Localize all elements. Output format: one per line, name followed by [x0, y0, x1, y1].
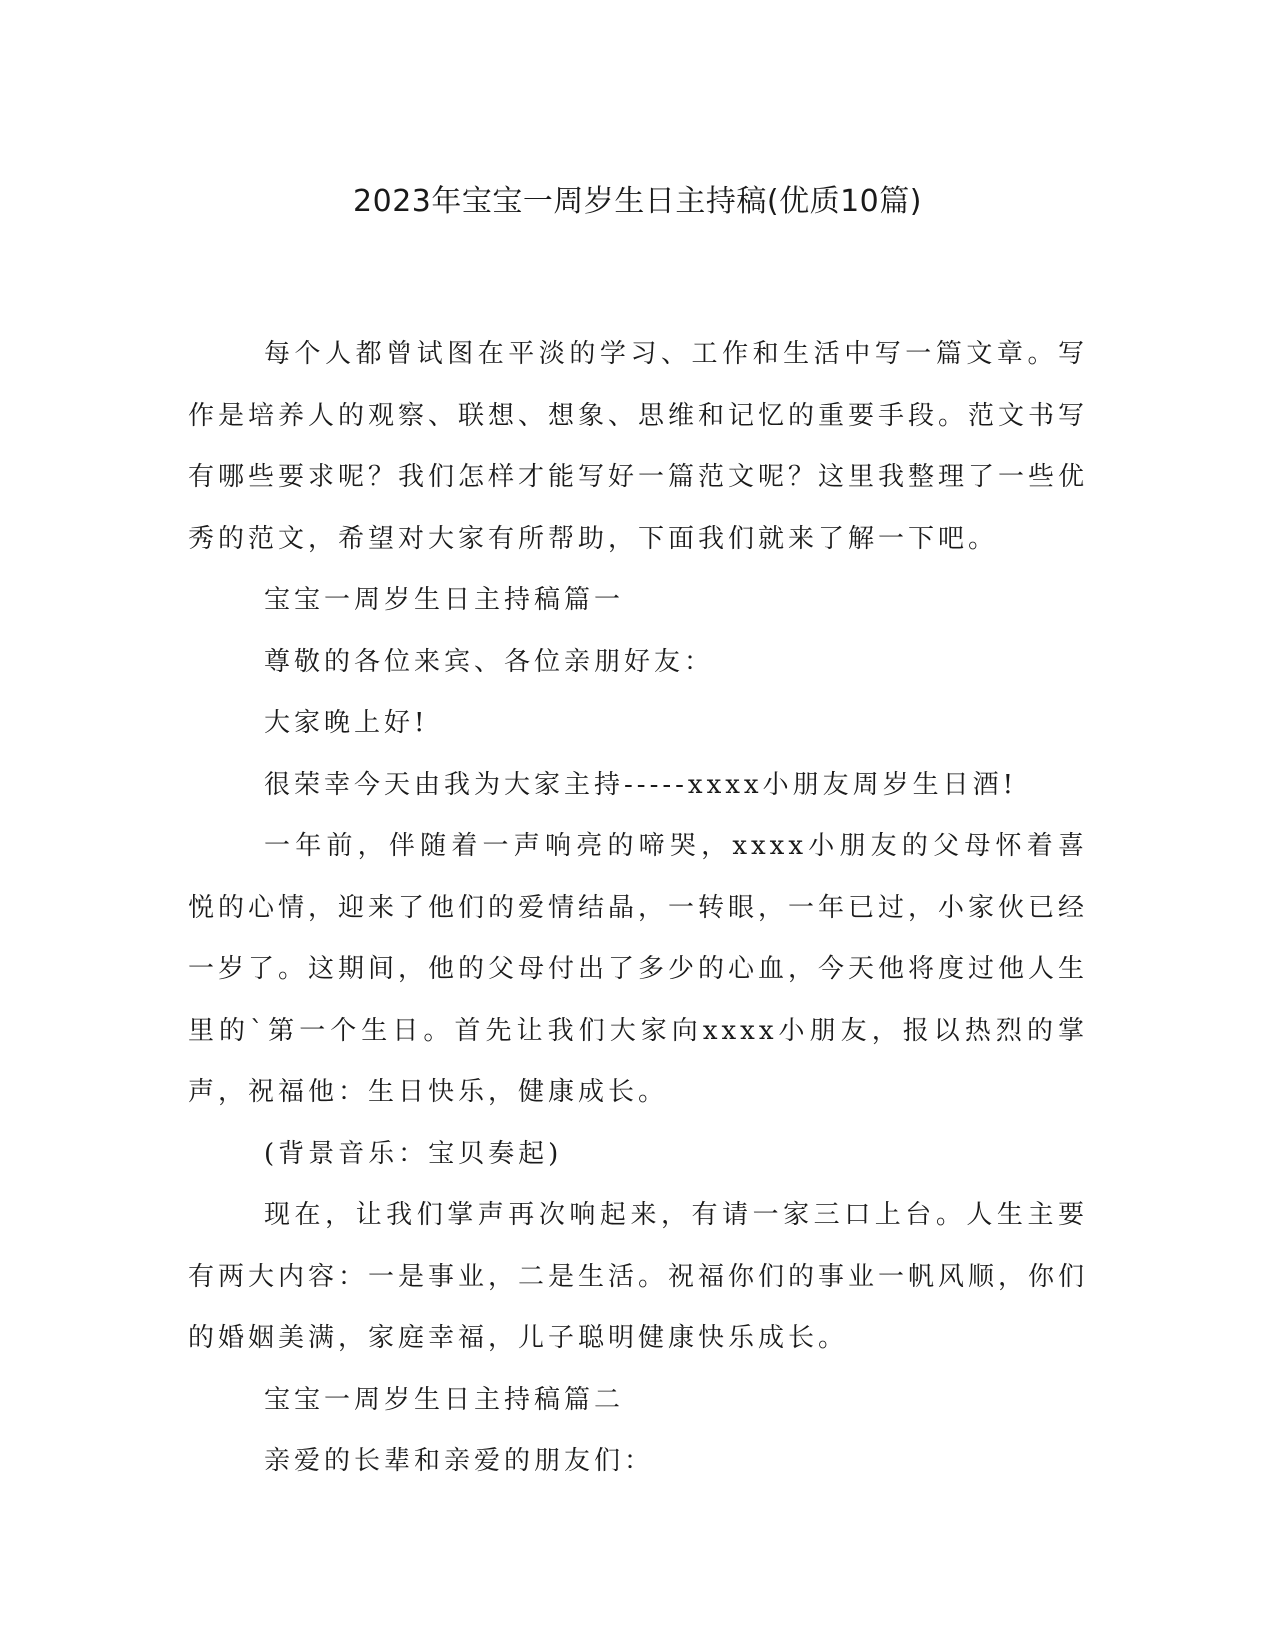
section-heading-2: 宝宝一周岁生日主持稿篇二: [264, 1384, 625, 1415]
music-note-paragraph: (背景音乐：宝贝奏起): [264, 1138, 563, 1169]
document-title: 2023年宝宝一周岁生日主持稿(优质10篇): [353, 184, 922, 219]
intro-paragraph: 每个人都曾试图在平淡的学习、工作和生活中写一篇文章。写作是培养人的观察、联想、想象、思维和记忆的重要手段。范文书写有哪些要求呢？我们怎样才能写好一篇范文呢？这里我整理了一些优秀的范文，希望对大家有所帮助，下面我们就来了解一下吧。: [188, 339, 1089, 554]
host-intro-paragraph: 很荣幸今天由我为大家主持-----xxxx小朋友周岁生日酒!: [264, 769, 1018, 800]
salutation-paragraph-2: 亲爱的长辈和亲爱的朋友们：: [264, 1446, 655, 1476]
document-body: [188, 324, 1088, 1493]
story-paragraph: 一年前，伴随着一声响亮的啼哭，xxxx小朋友的父母怀着喜悦的心情，迎来了他们的爱情结晶，一转眼，一年已过，小家伙已经一岁了。这期间，他的父母付出了多少的心血，今天他将度过他人生里的`第一个生日。首先让我们大家向xxxx小朋友，报以热烈的掌声，祝福他：生日快乐，健康成长。: [188, 831, 1089, 1107]
blessing-paragraph: 现在，让我们掌声再次响起来，有请一家三口上台。人生主要有两大内容：一是事业，二是生活。祝福你们的事业一帆风顺，你们的婚姻美满，家庭幸福，儿子聪明健康快乐成长。: [188, 1200, 1089, 1353]
salutation-paragraph: 尊敬的各位来宾、各位亲朋好友：: [264, 646, 715, 677]
greeting-paragraph: 大家晚上好!: [264, 708, 429, 738]
section-heading-1: 宝宝一周岁生日主持稿篇一: [264, 585, 625, 615]
